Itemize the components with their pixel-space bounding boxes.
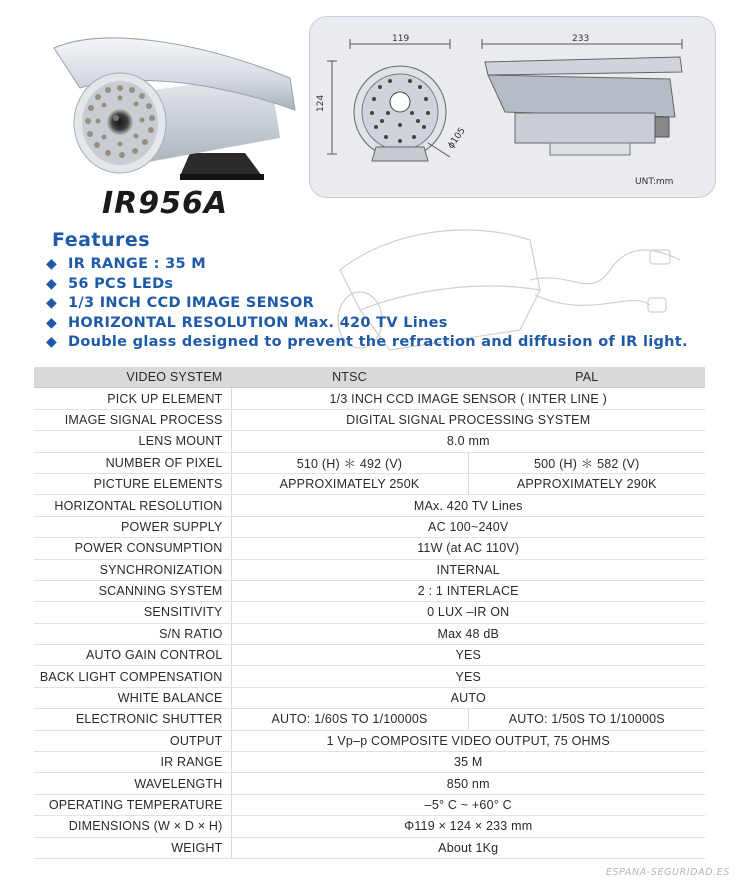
spec-row	[34, 516, 705, 537]
dimension-drawing-panel	[309, 16, 716, 198]
spec-label: OPERATING TEMPERATURE	[34, 794, 231, 815]
spec-label: WHITE BALANCE	[34, 687, 231, 708]
diamond-bullet-icon: ◆	[46, 256, 58, 272]
diameter-dimension-label: ϕ105	[446, 126, 468, 151]
height-dimension-label: 124	[316, 94, 326, 112]
spec-value: YES	[231, 666, 705, 687]
spec-value: 11W (at AC 110V)	[231, 538, 705, 559]
spec-value: 850 nm	[231, 773, 705, 794]
spec-label: IR RANGE	[34, 752, 231, 773]
spec-label: AUTO GAIN CONTROL	[34, 645, 231, 666]
spec-label: WAVELENGTH	[34, 773, 231, 794]
spec-value-ntsc: 510 (H) ＊ 492 (V)	[231, 452, 468, 473]
diamond-bullet-icon: ◆	[46, 295, 58, 312]
spec-row	[34, 816, 705, 837]
spec-label: POWER SUPPLY	[34, 516, 231, 537]
spec-row	[34, 773, 705, 794]
spec-row	[34, 538, 705, 559]
spec-value: 0 LUX –IR ON	[231, 602, 705, 623]
spec-row	[34, 495, 705, 516]
spec-value-pal: AUTO: 1/50S TO 1/10000S	[468, 709, 705, 730]
spec-header-ntsc: NTSC	[231, 367, 468, 388]
spec-value-ntsc: AUTO: 1/60S TO 1/10000S	[231, 709, 468, 730]
spec-label: DIMENSIONS (W × D × H)	[34, 816, 231, 837]
spec-value: 2 : 1 INTERLACE	[231, 580, 705, 601]
spec-row	[34, 409, 705, 430]
spec-value: 35 M	[231, 752, 705, 773]
spec-row	[34, 666, 705, 687]
diamond-bullet-icon: ◆	[46, 275, 58, 292]
width-dimension-label: 119	[392, 34, 410, 44]
spec-label: NUMBER OF PIXEL	[34, 452, 231, 473]
length-dimension-label: 233	[572, 34, 590, 44]
spec-value: YES	[231, 645, 705, 666]
spec-value: INTERNAL	[231, 559, 705, 580]
diamond-bullet-icon: ◆	[46, 314, 58, 331]
spec-value: Φ119 × 124 × 233 mm	[231, 816, 705, 837]
spec-value: 1/3 INCH CCD IMAGE SENSOR ( INTER LINE )	[231, 388, 705, 409]
spec-row	[34, 473, 705, 494]
spec-label: POWER CONSUMPTION	[34, 538, 231, 559]
feature-item: ◆ HORIZONTAL RESOLUTION Max. 420 TV Lines	[46, 314, 688, 334]
spec-label: PICTURE ELEMENTS	[34, 473, 231, 494]
spec-value: DIGITAL SIGNAL PROCESSING SYSTEM	[231, 409, 705, 430]
spec-label: BACK LIGHT COMPENSATION	[34, 666, 231, 687]
spec-label: IMAGE SIGNAL PROCESS	[34, 409, 231, 430]
spec-row	[34, 730, 705, 751]
spec-row	[34, 837, 705, 858]
spec-value-pal: 500 (H) ＊ 582 (V)	[468, 452, 705, 473]
spec-value: 1 Vp–p COMPOSITE VIDEO OUTPUT, 75 OHMS	[231, 730, 705, 751]
model-title: IR956A	[102, 186, 229, 221]
spec-header-label: VIDEO SYSTEM	[34, 367, 231, 388]
spec-row	[34, 709, 705, 730]
spec-table	[34, 367, 705, 859]
spec-row	[34, 602, 705, 623]
spec-row	[34, 559, 705, 580]
spec-value: AUTO	[231, 687, 705, 708]
spec-row	[34, 794, 705, 815]
spec-label: PICK UP ELEMENT	[34, 388, 231, 409]
spec-row	[34, 623, 705, 644]
dimension-drawing	[310, 17, 717, 199]
spec-value-ntsc: APPROXIMATELY 250K	[231, 473, 468, 494]
unit-label: UNT:mm	[635, 177, 674, 187]
features-heading: Features	[52, 229, 151, 251]
spec-row	[34, 431, 705, 452]
feature-item: ◆ 1/3 INCH CCD IMAGE SENSOR	[46, 294, 688, 314]
spec-row	[34, 687, 705, 708]
spec-value: Max 48 dB	[231, 623, 705, 644]
spec-label: SENSITIVITY	[34, 602, 231, 623]
spec-value: About 1Kg	[231, 837, 705, 858]
spec-value-pal: APPROXIMATELY 290K	[468, 473, 705, 494]
spec-label: S/N RATIO	[34, 623, 231, 644]
spec-label: ELECTRONIC SHUTTER	[34, 709, 231, 730]
features-list	[46, 255, 688, 353]
spec-row	[34, 452, 705, 473]
watermark: ESPANA-SEGURIDAD.ES	[605, 867, 730, 878]
spec-row	[34, 645, 705, 666]
spec-value: MAx. 420 TV Lines	[231, 495, 705, 516]
spec-row	[34, 388, 705, 409]
feature-item: ◆ 56 PCS LEDs	[46, 275, 688, 295]
spec-label: WEIGHT	[34, 837, 231, 858]
spec-header-pal: PAL	[468, 367, 705, 388]
spec-table-header-row	[34, 367, 705, 388]
product-photo	[40, 18, 310, 193]
feature-item: ◆ Double glass designed to prevent the refraction and diffusion of IR light.	[46, 333, 688, 353]
spec-value: AC 100~240V	[231, 516, 705, 537]
spec-label: HORIZONTAL RESOLUTION	[34, 495, 231, 516]
spec-row	[34, 752, 705, 773]
spec-label: LENS MOUNT	[34, 431, 231, 452]
diamond-bullet-icon: ◆	[46, 334, 58, 351]
feature-item: ◆ IR RANGE : 35 M	[46, 255, 688, 275]
spec-value: –5° C ~ +60° C	[231, 794, 705, 815]
spec-row	[34, 580, 705, 601]
spec-label: SYNCHRONIZATION	[34, 559, 231, 580]
spec-label: SCANNING SYSTEM	[34, 580, 231, 601]
spec-value: 8.0 mm	[231, 431, 705, 452]
spec-label: OUTPUT	[34, 730, 231, 751]
